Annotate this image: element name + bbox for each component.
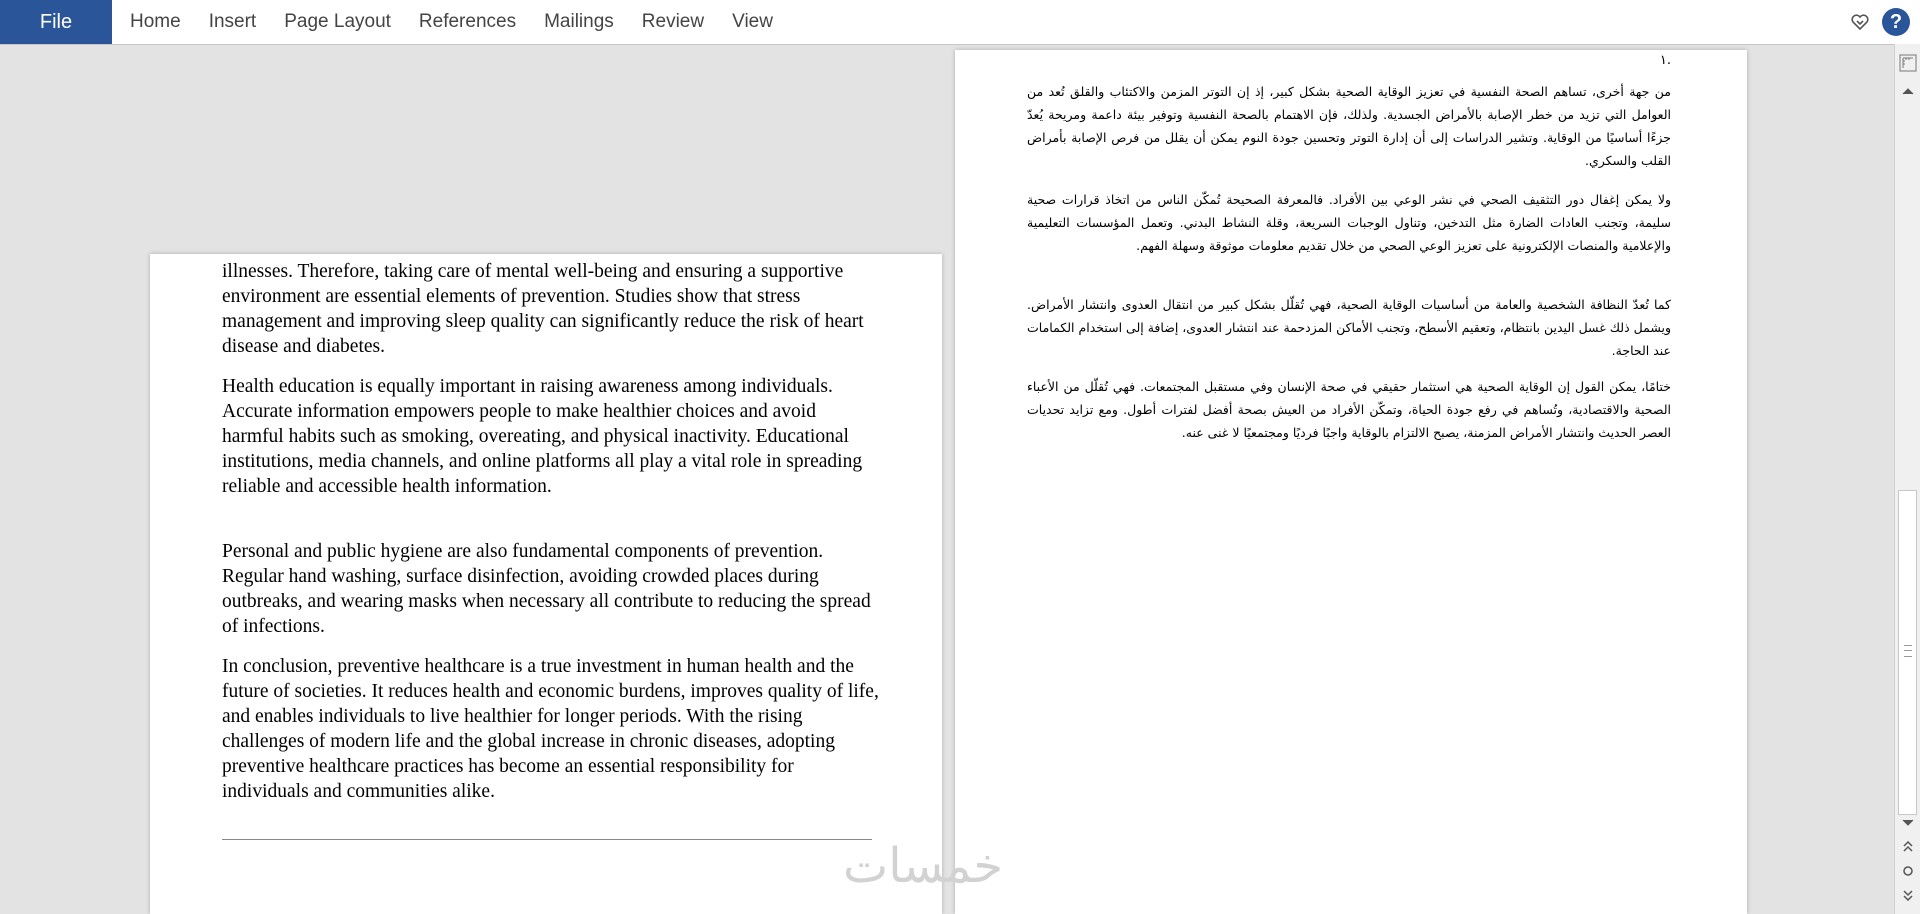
paragraph-mental-health: illnesses. Therefore, taking care of mental well-being and ensuring a supportive environment are essential elements of prevention. Studies show that stress management and improving sleep quality can significantly reduce the risk of heart disease and diabetes.	[222, 261, 864, 357]
tab-mailings[interactable]: Mailings	[544, 11, 614, 32]
scroll-up-icon[interactable]	[1895, 80, 1920, 102]
ribbon-right-controls	[1846, 0, 1920, 44]
watermark-logo: خمسات	[843, 838, 1004, 894]
arabic-paragraph-hygiene: كما تُعدّ النظافة الشخصية والعامة من أساسيات الوقاية الصحية، فهي تُقلّل بشكل كبير من انتقال العدوى وانتشار الأمراض. ويشمل ذلك غسل اليدين بانتظام، وتعقيم الأسطح، وتجنب الأماكن المزدحمة عند انتشار العدوى، إضافة إلى استخدام الكمامات عند الحاجة.	[1027, 297, 1671, 358]
file-tab[interactable]: File	[0, 0, 112, 44]
paragraph-conclusion: In conclusion, preventive healthcare is a true investment in human health and the future of societies. It reduces health and economic burdens, improves quality of life, and enables individuals to live healthier for longer periods. With the rising challenges of modern life and the global increase in chronic diseases, adopting preventive healthcare practices has become an essential responsibility for individuals and communities alike.	[222, 656, 879, 802]
ribbon-tabs	[116, 0, 787, 44]
view-ruler-icon[interactable]	[1899, 54, 1917, 72]
vertical-scrollbar[interactable]	[1894, 44, 1920, 914]
tab-page-layout[interactable]: Page Layout	[284, 11, 391, 32]
footnote-separator	[222, 839, 872, 840]
document-page-left[interactable]	[150, 254, 942, 914]
minimize-ribbon-icon[interactable]	[1846, 8, 1874, 36]
document-page-right[interactable]	[955, 50, 1747, 914]
scroll-thumb[interactable]	[1898, 490, 1917, 815]
page-number: ١.	[1659, 53, 1671, 68]
select-browse-object-icon[interactable]	[1895, 860, 1920, 882]
previous-page-icon[interactable]	[1895, 836, 1920, 858]
scroll-grip-icon	[1904, 645, 1912, 657]
tab-insert[interactable]: Insert	[208, 11, 257, 32]
ribbon-tab-bar	[0, 0, 1920, 45]
tab-home[interactable]: Home	[130, 11, 181, 32]
arabic-paragraph-conclusion: ختامًا، يمكن القول إن الوقاية الصحية هي استثمار حقيقي في صحة الإنسان وفي مستقبل المجتمعات. فهي تُقلّل من الأعباء الصحية والاقتصادية، وتُساهم في رفع جودة الحياة، وتمكّن الأفراد من العيش بصحة أفضل لفترات أطول. ومع تزايد تحديات العصر الحديث وانتشار الأمراض المزمنة، يصبح الالتزام بالوقاية واجبًا فرديًا ومجتمعيًا لا غنى عنه.	[1027, 379, 1671, 440]
tab-references[interactable]: References	[418, 11, 517, 32]
arabic-paragraph-health-education: ولا يمكن إغفال دور التثقيف الصحي في نشر الوعي بين الأفراد. فالمعرفة الصحيحة تُمكّن الناس من اتخاذ قرارات صحية سليمة، وتجنب العادات الضارة مثل التدخين، وتناول الوجبات السريعة، وقلة النشاط البدني. وتعمل المؤسسات التعليمية والإعلامية والمنصات الإلكترونية على تعزيز الوعي الصحي من خلال تقديم معلومات موثوقة وسهلة الفهم.	[1027, 192, 1671, 253]
paragraph-hygiene: Personal and public hygiene are also fundamental components of prevention. Regular hand washing, surface disinfection, avoiding crowded places during outbreaks, and wearing masks when necessary all contribute to reducing the spread of infections.	[222, 541, 871, 637]
paragraph-health-education: Health education is equally important in raising awareness among individuals. Accurate information empowers people to make healthier choices and avoid harmful habits such as smoking, overeating, and physical inactivity. Educational institutions, media channels, and online platforms all play a vital role in spreading reliable and accessible health information.	[222, 376, 863, 497]
scroll-down-icon[interactable]	[1895, 812, 1920, 834]
next-page-icon[interactable]	[1895, 884, 1920, 906]
help-icon[interactable]: ?	[1882, 8, 1910, 36]
arabic-paragraph-mental-health: من جهة أخرى، تساهم الصحة النفسية في تعزيز الوقاية الصحية بشكل كبير، إذ إن التوتر المزمن والاكتئاب والقلق تُعد من العوامل التي تزيد من خطر الإصابة بالأمراض الجسدية. ولذلك، فإن الاهتمام بالصحة النفسية وتوفير بيئة داعمة ومريحة يُعدّ جزءًا أساسيًا من الوقاية. وتشير الدراسات إلى أن إدارة التوتر وتحسين جودة النوم يمكن أن يقلل من فرص الإصابة بأمراض القلب والسكري.	[1027, 84, 1671, 168]
tab-view[interactable]: View	[732, 11, 773, 32]
tab-review[interactable]: Review	[641, 11, 705, 32]
